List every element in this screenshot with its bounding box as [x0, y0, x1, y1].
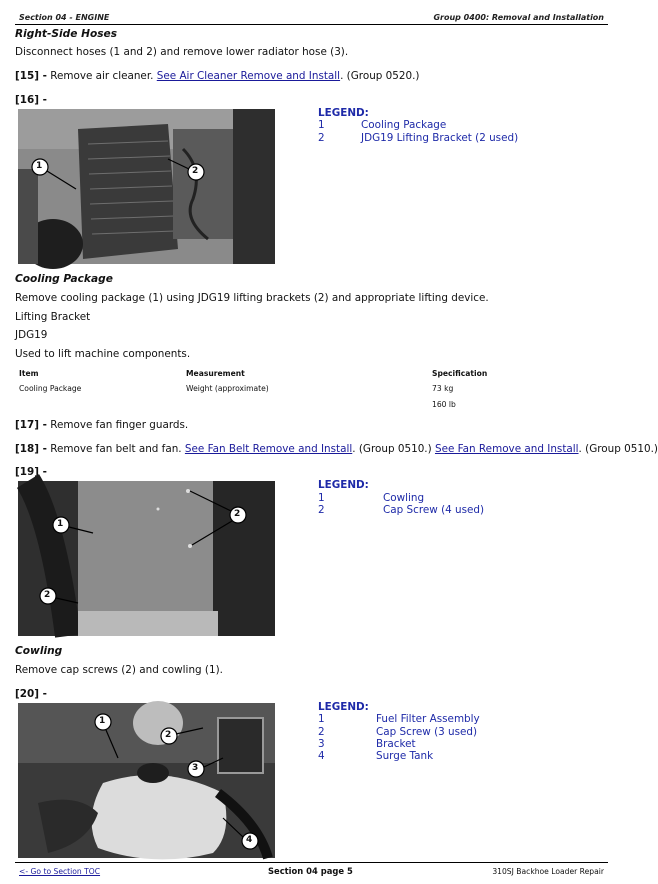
legend-label: JDG19 Lifting Bracket (2 used): [361, 132, 519, 144]
step-17: [15, 419, 188, 431]
step-19: [19] -: [15, 466, 47, 478]
photo-cowling: [18, 481, 275, 636]
page-number: Section 04 page 5: [268, 866, 353, 876]
legend-label: Cap Screw (3 used): [376, 726, 478, 738]
document-title: 310SJ Backhoe Loader Repair: [492, 867, 604, 876]
step-20: [20] -: [15, 688, 47, 700]
table-header-item: Item: [19, 369, 39, 378]
legend-label: Cap Screw (4 used): [383, 504, 485, 516]
callout-2: 2: [192, 166, 199, 176]
section-header: Section 04 - ENGINE: [19, 13, 110, 22]
table-cell-measurement: Weight (approximate): [186, 384, 269, 393]
tool-id: JDG19: [15, 329, 48, 341]
legend-number: 1: [318, 713, 325, 725]
callout-1: 1: [99, 716, 106, 726]
link-air-cleaner[interactable]: See Air Cleaner Remove and Install: [156, 70, 341, 82]
callout-2: 2: [44, 590, 51, 600]
step-15: [15, 70, 419, 82]
instruction-hoses: Disconnect hoses (1 and 2) and remove lower radiator hose (3).: [15, 46, 349, 58]
step-number: [18] -: [15, 443, 47, 455]
table-header-specification: Specification: [432, 369, 488, 378]
link-fan-belt[interactable]: See Fan Belt Remove and Install: [184, 443, 353, 455]
callout-1: 1: [36, 161, 43, 171]
legend-label: Cowling: [383, 492, 425, 504]
heading-cowling: Cowling: [15, 645, 63, 657]
instruction-cowling: Remove cap screws (2) and cowling (1).: [15, 664, 223, 676]
step-text-post: . (Group 0510.): [578, 443, 658, 455]
step-text-mid: . (Group 0510.): [352, 443, 435, 455]
callout-4: 4: [246, 835, 253, 845]
callout-2: 2: [234, 509, 241, 519]
callout-2: 2: [165, 730, 172, 740]
table-cell-item: Cooling Package: [19, 384, 82, 393]
legend-row: [318, 119, 325, 131]
step-text: Remove air cleaner.: [46, 70, 157, 82]
legend-label: Fuel Filter Assembly: [376, 713, 480, 725]
table-header-measurement: Measurement: [186, 369, 245, 378]
legend-number: 3: [318, 738, 325, 750]
instruction-cooling: Remove cooling package (1) using JDG19 lifting brackets (2) and appropriate lifting device.: [15, 292, 489, 304]
heading-cooling-package: Cooling Package: [15, 273, 113, 285]
table-cell-spec-metric: 73 kg: [432, 384, 454, 393]
callout-3: 3: [192, 763, 199, 773]
legend-title: LEGEND:: [318, 107, 369, 119]
legend-number: 1: [318, 492, 325, 504]
legend-number: 2: [318, 504, 325, 516]
link-section-toc[interactable]: <- Go to Section TOC: [19, 867, 101, 876]
legend-number: 2: [318, 132, 325, 144]
legend-label: Surge Tank: [376, 750, 434, 762]
header-rule: [15, 24, 608, 25]
tool-name: Lifting Bracket: [15, 311, 91, 323]
legend-row: [318, 132, 325, 144]
legend-title: LEGEND:: [318, 479, 369, 491]
step-number: [15] -: [15, 70, 47, 82]
footer-rule: [15, 862, 608, 863]
legend-title: LEGEND:: [318, 701, 369, 713]
legend-number: 4: [318, 750, 325, 762]
photo-cooling-package: [18, 109, 275, 264]
step-text-post: . (Group 0520.): [340, 70, 420, 82]
legend-label: Cooling Package: [361, 119, 447, 131]
photo-surge-tank: [18, 703, 275, 858]
legend-number: 2: [318, 726, 325, 738]
callout-1: 1: [57, 519, 64, 529]
step-text: Remove fan belt and fan.: [46, 443, 185, 455]
heading-right-side-hoses: Right-Side Hoses: [15, 28, 118, 40]
tool-use: Used to lift machine components.: [15, 348, 191, 360]
table-cell-spec-imperial: 160 lb: [432, 400, 456, 409]
legend-number: 1: [318, 119, 325, 131]
link-fan[interactable]: See Fan Remove and Install: [434, 443, 579, 455]
legend-label: Bracket: [376, 738, 416, 750]
step-18: [15, 443, 658, 455]
step-text: Remove fan finger guards.: [46, 419, 189, 431]
step-16: [16] -: [15, 94, 47, 106]
step-number: [17] -: [15, 419, 47, 431]
group-header: Group 0400: Removal and Installation: [433, 13, 604, 22]
